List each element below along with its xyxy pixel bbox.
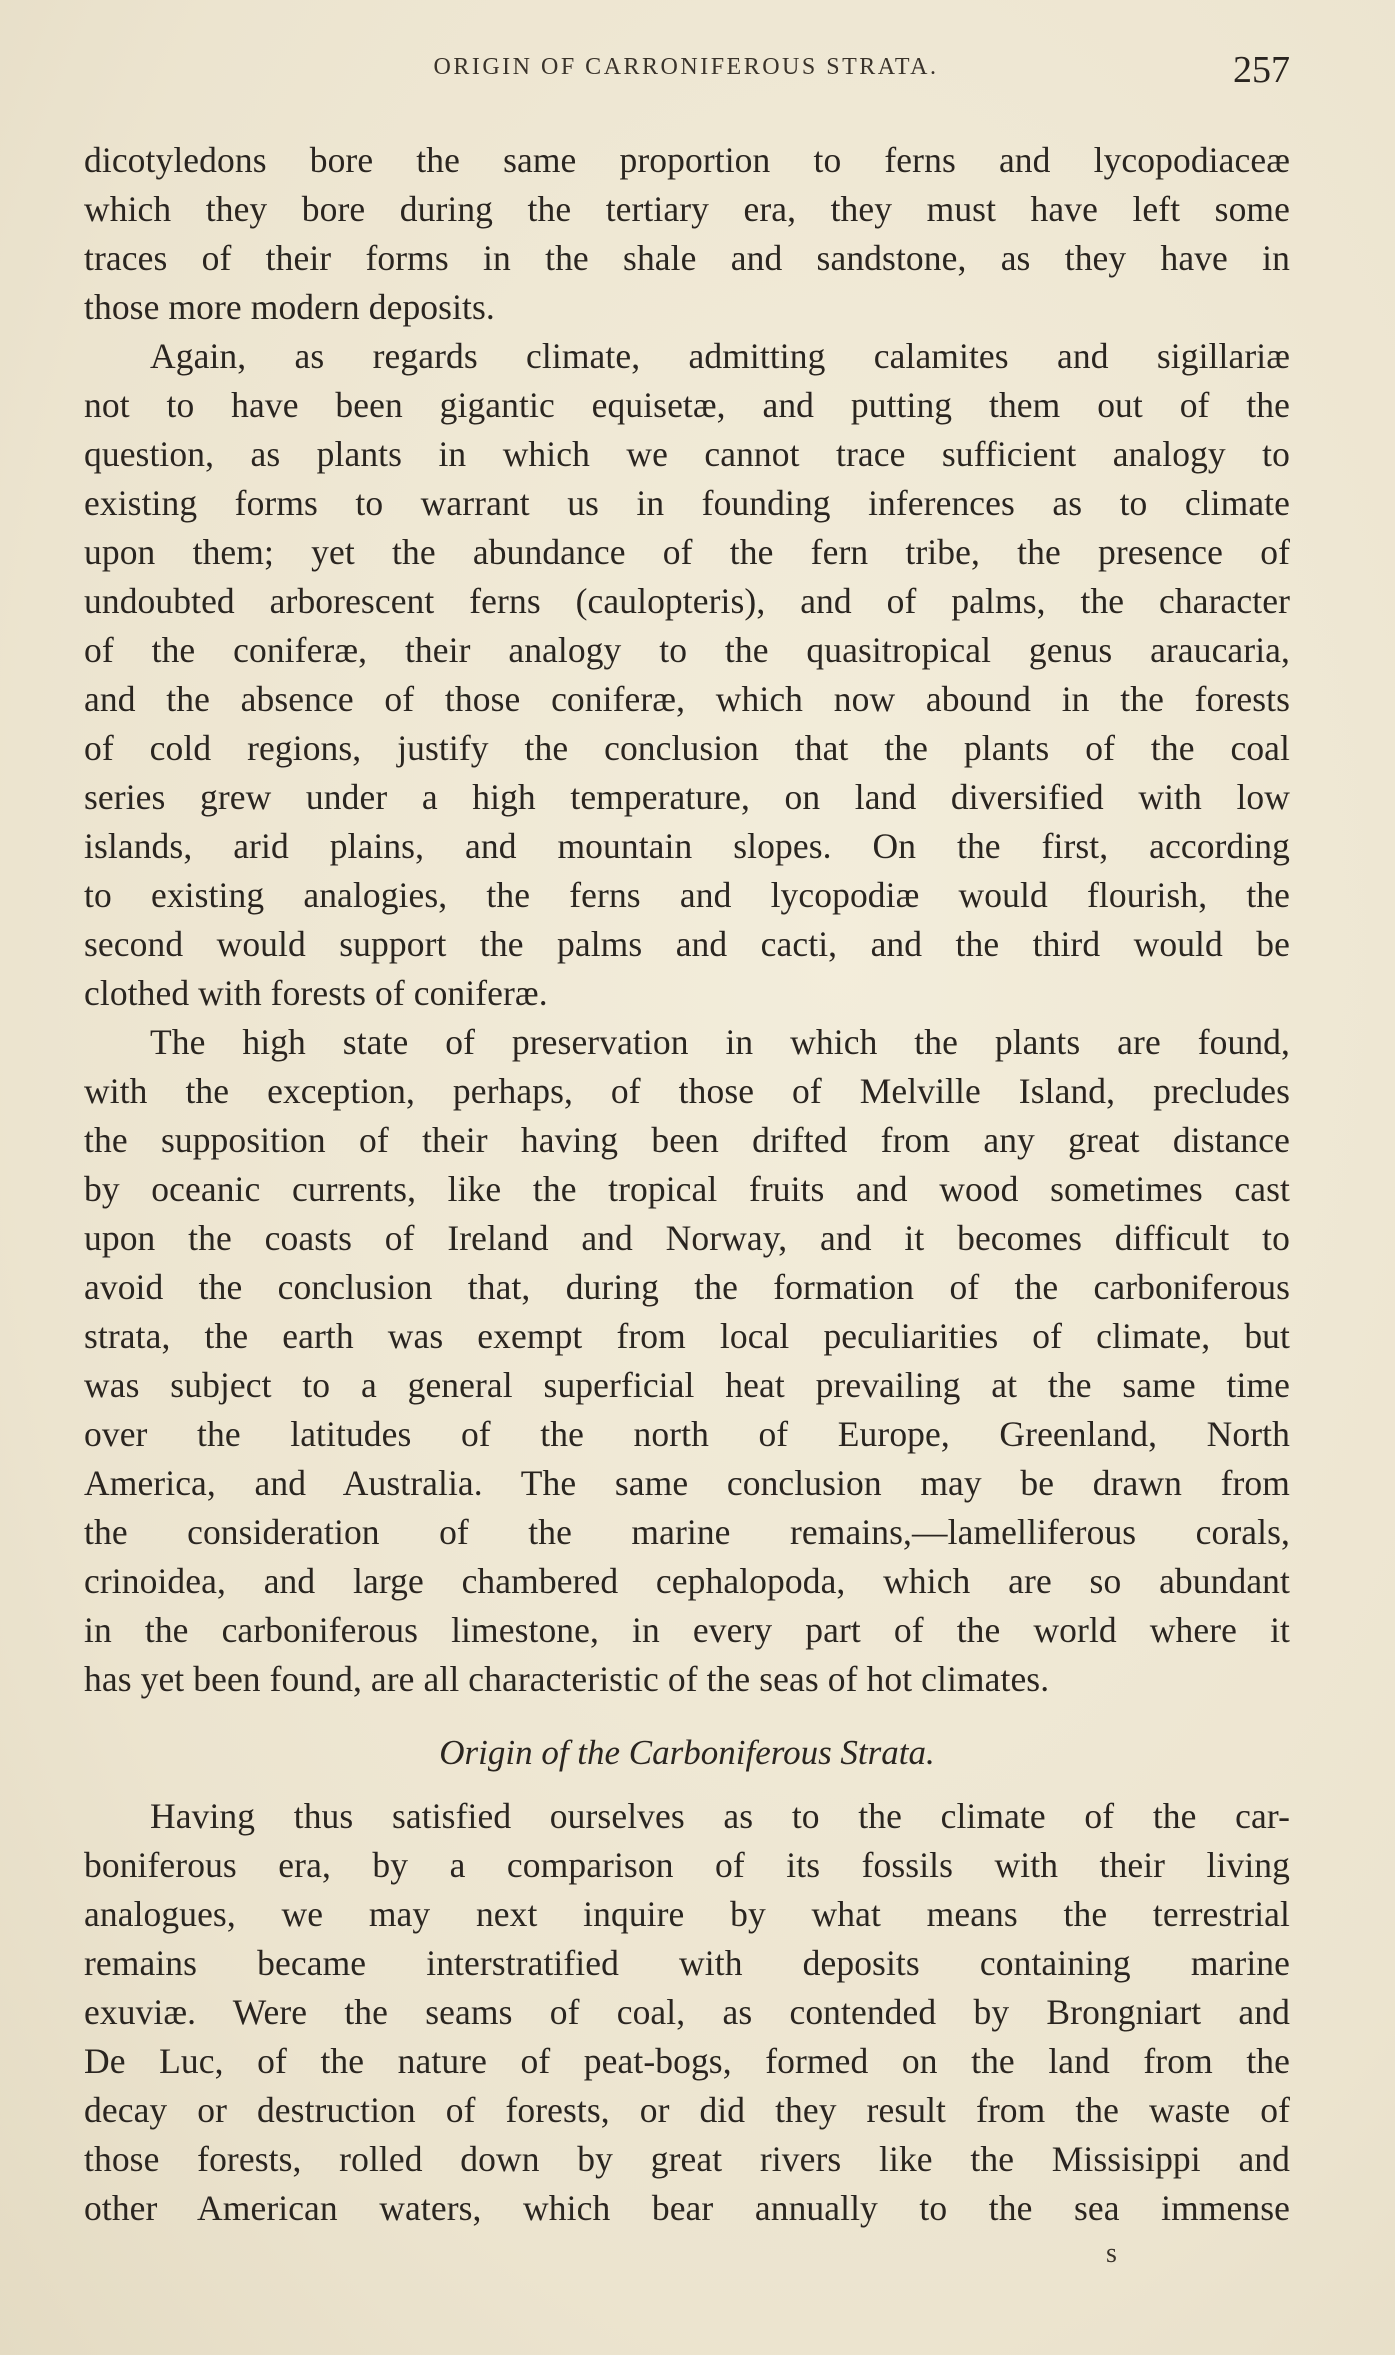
text-line: strata, the earth was exempt from local peculiarities of climate, but [84,1316,1290,1356]
text-line: islands, arid plains, and mountain slopes. On the first, according [84,826,1290,866]
text-line: Again, as regards climate, admitting calamites and sigillariæ [150,336,1290,376]
body-text [84,136,1290,2233]
running-title: ORIGIN OF CARRONIFEROUS STRATA. [433,54,939,80]
text-line: question, as plants in which we cannot trace sufficient analogy to [84,434,1290,474]
text-line: existing forms to warrant us in founding inferences as to climate [84,483,1290,523]
text-line: dicotyledons bore the same proportion to ferns and lycopodiaceæ [84,140,1290,180]
text-line: Having thus satisfied ourselves as to the climate of the car- [150,1796,1290,1836]
text-line: has yet been found, are all characteristic of the seas of hot climates. [84,1659,1050,1699]
text-line: remains became interstratified with deposits containing marine [84,1943,1290,1983]
text-line: second would support the palms and cacti, and the third would be [84,924,1290,964]
running-head [82,48,1290,91]
section-heading: Origin of the Carboniferous Strata. [439,1733,935,1772]
text-line: De Luc, of the nature of peat-bogs, formed on the land from the [84,2041,1290,2081]
text-line: analogues, we may next inquire by what means the terrestrial [84,1894,1290,1934]
text-line: of cold regions, justify the conclusion that the plants of the coal [84,728,1290,768]
text-line: to existing analogies, the ferns and lycopodiæ would flourish, the [84,875,1290,915]
text-line: and the absence of those coniferæ, which now abound in the forests [84,679,1290,719]
text-line: undoubted arborescent ferns (caulopteris), and of palms, the character [84,581,1290,621]
text-line: boniferous era, by a comparison of its fossils with their living [84,1845,1290,1885]
text-line: which they bore during the tertiary era, they must have left some [84,189,1290,229]
text-line: series grew under a high temperature, on land diversified with low [84,777,1290,817]
text-line: over the latitudes of the north of Europe, Greenland, North [84,1414,1290,1454]
text-line: clothed with forests of coniferæ. [84,973,548,1013]
page-number: 257 [1233,49,1290,91]
paragraph [84,136,1290,332]
text-line: in the carboniferous limestone, in every part of the world where it [84,1610,1290,1650]
text-line: those forests, rolled down by great rivers like the Missisippi and [84,2139,1290,2179]
spacer [84,1774,1290,1792]
text-line: traces of their forms in the shale and sandstone, as they have in [84,238,1290,278]
text-line: upon the coasts of Ireland and Norway, and it becomes difficult to [84,1218,1290,1258]
paragraph [84,332,1290,1018]
text-line: avoid the conclusion that, during the formation of the carboniferous [84,1267,1290,1307]
paragraph [84,1792,1290,2233]
text-line: with the exception, perhaps, of those of Melville Island, precludes [84,1071,1290,1111]
text-line: not to have been gigantic equisetæ, and putting them out of the [84,385,1290,425]
text-line: America, and Australia. The same conclusion may be drawn from [84,1463,1290,1503]
text-line: other American waters, which bear annually to the sea immense [84,2188,1290,2228]
text-line: crinoidea, and large chambered cephalopoda, which are so abundant [84,1561,1290,1601]
text-line: the consideration of the marine remains,—lamelliferous corals, [84,1512,1290,1552]
signature-mark: s [1106,2238,1117,2269]
text-line: The high state of preservation in which the plants are found, [150,1022,1290,1062]
paragraph [84,1018,1290,1704]
text-line: the supposition of their having been drifted from any great distance [84,1120,1290,1160]
text-line: of the coniferæ, their analogy to the quasitropical genus araucaria, [84,630,1290,670]
text-line: decay or destruction of forests, or did they result from the waste of [84,2090,1290,2130]
text-line: upon them; yet the abundance of the fern tribe, the presence of [84,532,1290,572]
text-line: those more modern deposits. [84,287,495,327]
text-line: exuviæ. Were the seams of coal, as contended by Brongniart and [84,1992,1290,2032]
text-line: by oceanic currents, like the tropical fruits and wood sometimes cast [84,1169,1290,1209]
text-line: was subject to a general superficial heat prevailing at the same time [84,1365,1290,1405]
